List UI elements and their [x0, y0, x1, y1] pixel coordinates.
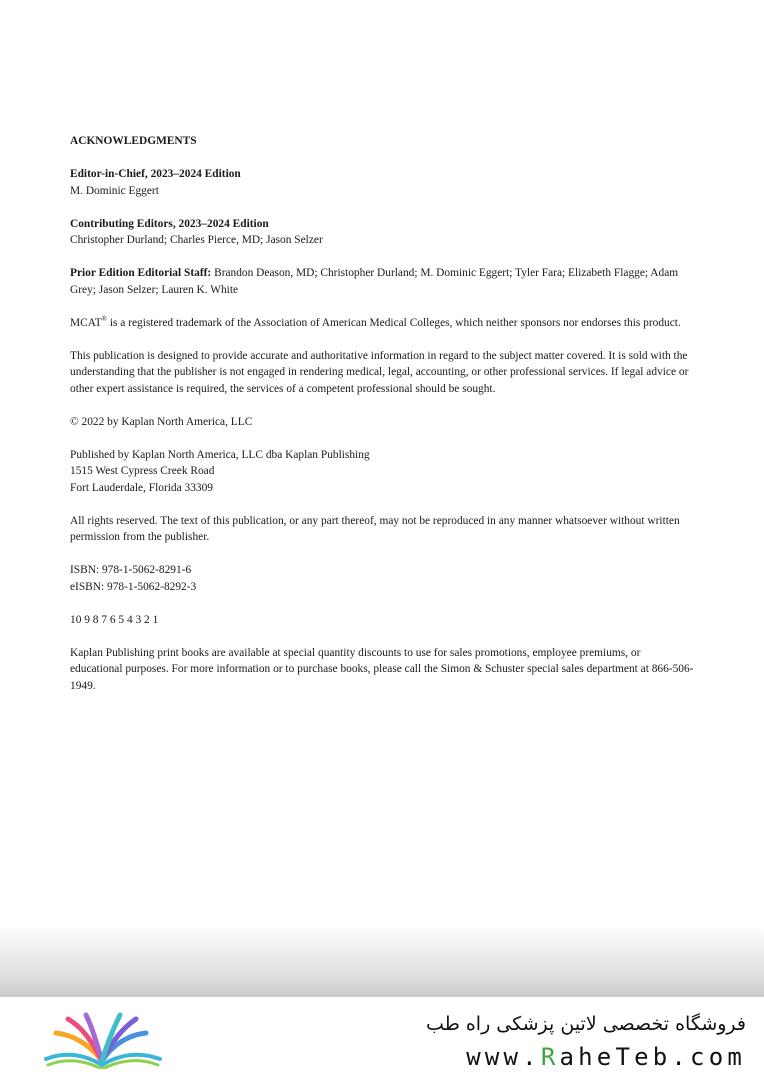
- trademark-notice: [70, 315, 695, 332]
- registered-symbol: ®: [101, 314, 107, 323]
- copyright-line: © 2022 by Kaplan North America, LLC: [70, 415, 253, 428]
- trademark-mark: MCAT: [70, 316, 102, 329]
- editor-in-chief-name: M. Dominic Eggert: [70, 184, 159, 197]
- editor-in-chief-block: [70, 166, 695, 199]
- editor-in-chief-label: Editor-in-Chief, 2023–2024 Edition: [70, 168, 241, 180]
- url-highlight: R: [540, 1043, 560, 1071]
- publisher-line-3: Fort Lauderdale, Florida 33309: [70, 481, 213, 494]
- contributing-editors-names: Christopher Durland; Charles Pierce, MD; Jason Selzer: [70, 234, 323, 246]
- isbn-line: ISBN: 978-1-5062-8291-6: [70, 564, 192, 576]
- open-book-rainbow-logo-icon: [40, 1011, 168, 1069]
- publisher-block: [70, 447, 695, 497]
- store-url: [466, 1043, 746, 1071]
- contributing-editors-block: [70, 216, 695, 249]
- prior-staff-label: Prior Edition Editorial Staff:: [70, 267, 212, 279]
- store-name-persian: فروشگاه تخصصی لاتین پزشکی راه طب: [426, 1013, 746, 1035]
- prior-staff-names: Brandon Deason, MD; Christopher Durland; M. Dominic Eggert; Tyler Fara; Elizabeth Flagge; Adam Grey; Jason Selzer; Lauren K. White: [70, 267, 679, 296]
- acknowledgments-content: [70, 133, 695, 711]
- isbn-block: [70, 562, 695, 595]
- eisbn-line: eISBN: 978-1-5062-8292-3: [70, 580, 197, 593]
- page-heading: ACKNOWLEDGMENTS: [70, 135, 197, 147]
- prior-staff-block: [70, 265, 695, 298]
- disclaimer-paragraph: This publication is designed to provide accurate and authoritative information in regard to the subject matter covered. It is sold with the understanding that the publisher is not engaged in rendering medical, legal, accounting, or other professional services. If legal advice or other expert assistance is required, the services of a competent professional should be sought.: [70, 349, 689, 395]
- url-prefix: www.: [466, 1043, 541, 1071]
- trademark-text: is a registered trademark of the Association of American Medical Colleges, which neither sponsors nor endorses this product.: [109, 316, 681, 329]
- rights-paragraph: All rights reserved. The text of this publication, or any part thereof, may not be reproduced in any manner whatsoever without written permission from the publisher.: [70, 514, 680, 543]
- watermark-footer: [0, 997, 764, 1080]
- url-suffix: aheTeb.com: [559, 1043, 746, 1071]
- sales-paragraph: Kaplan Publishing print books are available at special quantity discounts to use for sales promotions, employee premiums, or educational purposes. For more information or to purchase books, please call the Simon & Schuster special sales department at 866-506-1949.: [70, 646, 694, 692]
- contributing-editors-label: Contributing Editors, 2023–2024 Edition: [70, 217, 269, 230]
- printing-line: 10 9 8 7 6 5 4 3 2 1: [70, 613, 159, 626]
- page-bottom-shadow: [0, 925, 764, 997]
- publisher-line-1: Published by Kaplan North America, LLC dba Kaplan Publishing: [70, 448, 370, 461]
- publisher-line-2: 1515 West Cypress Creek Road: [70, 465, 215, 477]
